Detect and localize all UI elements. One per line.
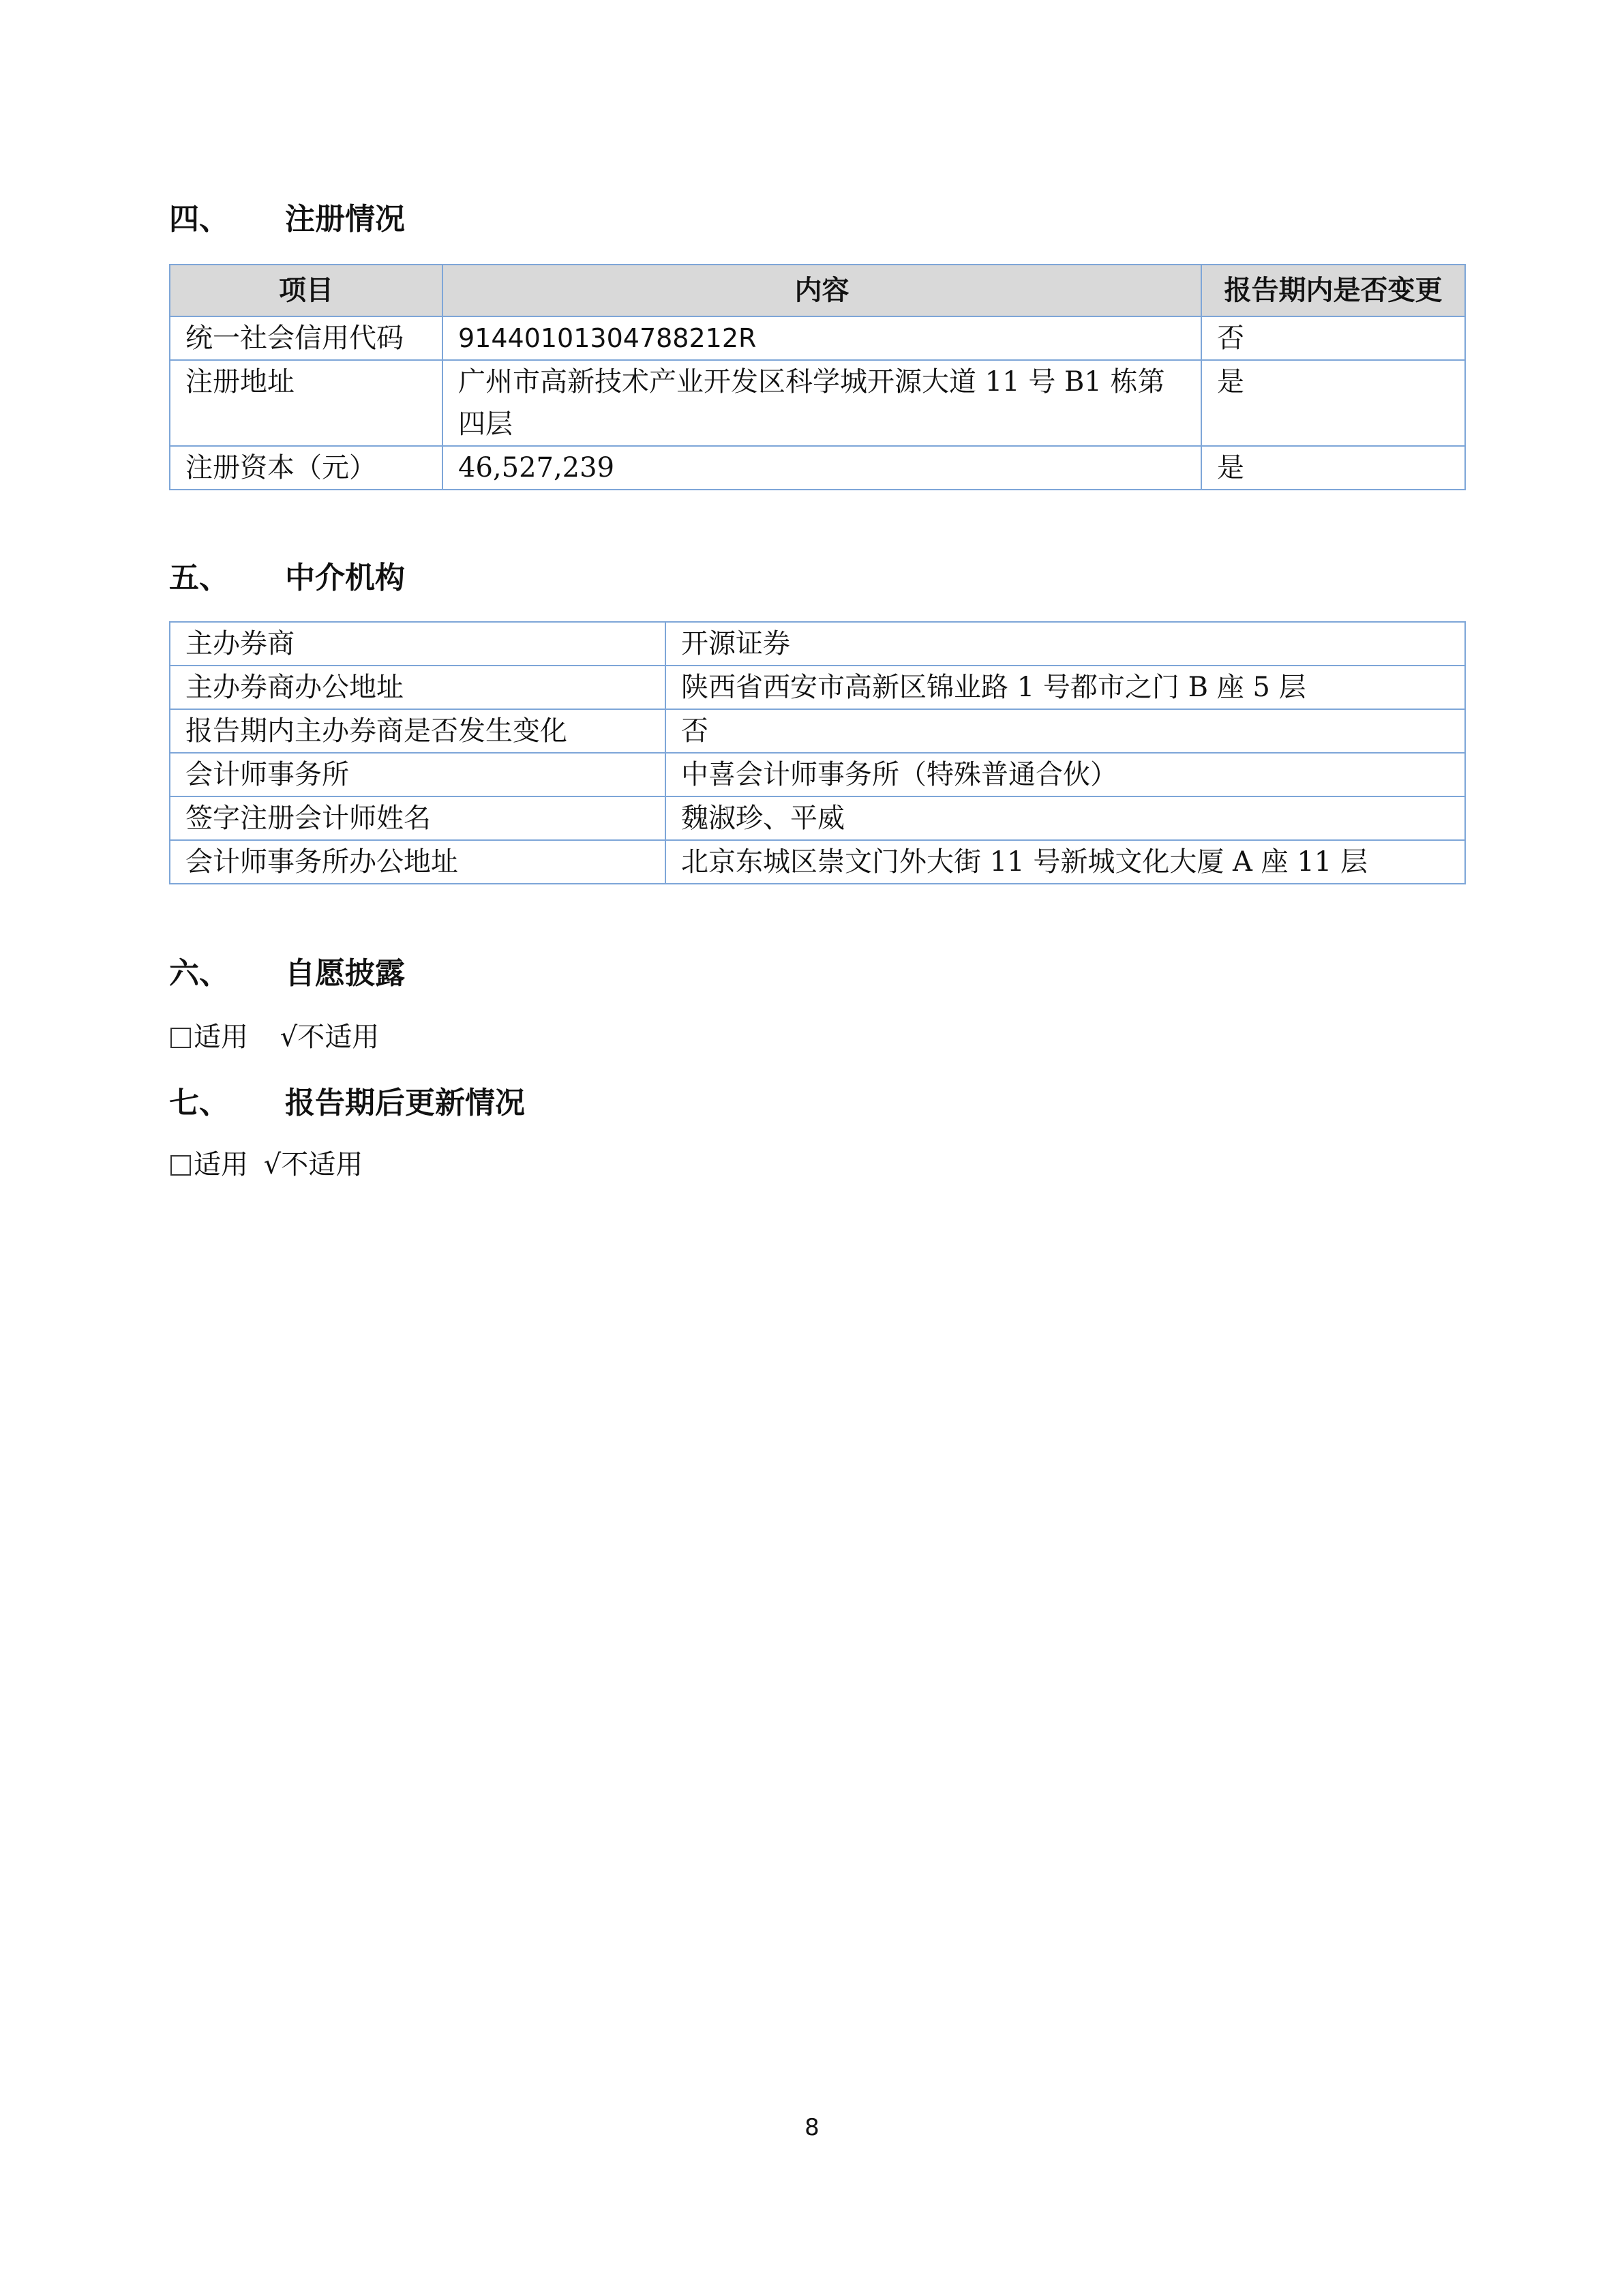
table-row (170, 446, 1465, 490)
table-row (170, 666, 1465, 709)
row-value: 否 (665, 709, 1465, 753)
section-7-options (170, 1146, 363, 1184)
table-row (170, 796, 1465, 840)
row-item: 注册地址 (170, 360, 442, 446)
table-row (170, 753, 1465, 796)
section-7-title: 报告期后更新情况 (285, 1086, 525, 1120)
row-value: 北京东城区崇文门外大街 11 号新城文化大厦 A 座 11 层 (665, 840, 1465, 884)
table-header-row (170, 265, 1465, 316)
row-label: 报告期内主办券商是否发生变化 (170, 709, 665, 753)
row-content: 46,527,239 (442, 446, 1201, 490)
row-changed: 否 (1201, 316, 1465, 360)
table-row (170, 360, 1465, 446)
unchecked-box-icon (170, 1155, 191, 1176)
row-label: 签字注册会计师姓名 (170, 796, 665, 840)
row-value: 魏淑珍、平威 (665, 796, 1465, 840)
row-label: 会计师事务所 (170, 753, 665, 796)
registration-table (169, 264, 1466, 490)
section-7-heading (169, 1083, 525, 1124)
header-content: 内容 (442, 265, 1201, 316)
check-mark-icon: √ (263, 1149, 282, 1180)
row-changed: 是 (1201, 360, 1465, 446)
table-row (170, 622, 1465, 666)
row-item: 统一社会信用代码 (170, 316, 442, 360)
row-content: 91440101304788212R (442, 316, 1201, 360)
table-row (170, 840, 1465, 884)
row-label: 会计师事务所办公地址 (170, 840, 665, 884)
row-value: 中喜会计师事务所（特殊普通合伙） (665, 753, 1465, 796)
applicable-label: 适用 (194, 1149, 248, 1180)
section-5-title: 中介机构 (285, 561, 405, 595)
row-label: 主办券商 (170, 622, 665, 666)
intermediary-table (169, 621, 1466, 884)
header-changed: 报告期内是否变更 (1201, 265, 1465, 316)
row-value: 陕西省西安市高新区锦业路 1 号都市之门 B 座 5 层 (665, 666, 1465, 709)
table-row (170, 316, 1465, 360)
section-6-title: 自愿披露 (285, 956, 405, 991)
not-applicable-label: 不适用 (297, 1022, 380, 1053)
row-item: 注册资本（元） (170, 446, 442, 490)
page-number: 8 (805, 2114, 819, 2141)
row-content: 广州市高新技术产业开发区科学城开源大道 11 号 B1 栋第四层 (442, 360, 1201, 446)
header-item: 项目 (170, 265, 442, 316)
section-5-number: 五、 (169, 561, 229, 595)
section-7-number: 七、 (169, 1086, 229, 1120)
section-5-heading (169, 558, 405, 599)
row-changed: 是 (1201, 446, 1465, 490)
row-value: 开源证券 (665, 622, 1465, 666)
section-4-title: 注册情况 (285, 202, 405, 237)
not-applicable-label: 不适用 (281, 1149, 363, 1180)
section-4-heading (169, 199, 405, 240)
section-4-number: 四、 (169, 202, 229, 237)
row-label: 主办券商办公地址 (170, 666, 665, 709)
check-mark-icon: √ (280, 1022, 298, 1053)
unchecked-box-icon (170, 1028, 191, 1048)
applicable-label: 适用 (194, 1022, 248, 1053)
section-6-heading (169, 953, 405, 994)
section-6-options (170, 1018, 379, 1056)
table-row (170, 709, 1465, 753)
section-6-number: 六、 (169, 956, 229, 991)
